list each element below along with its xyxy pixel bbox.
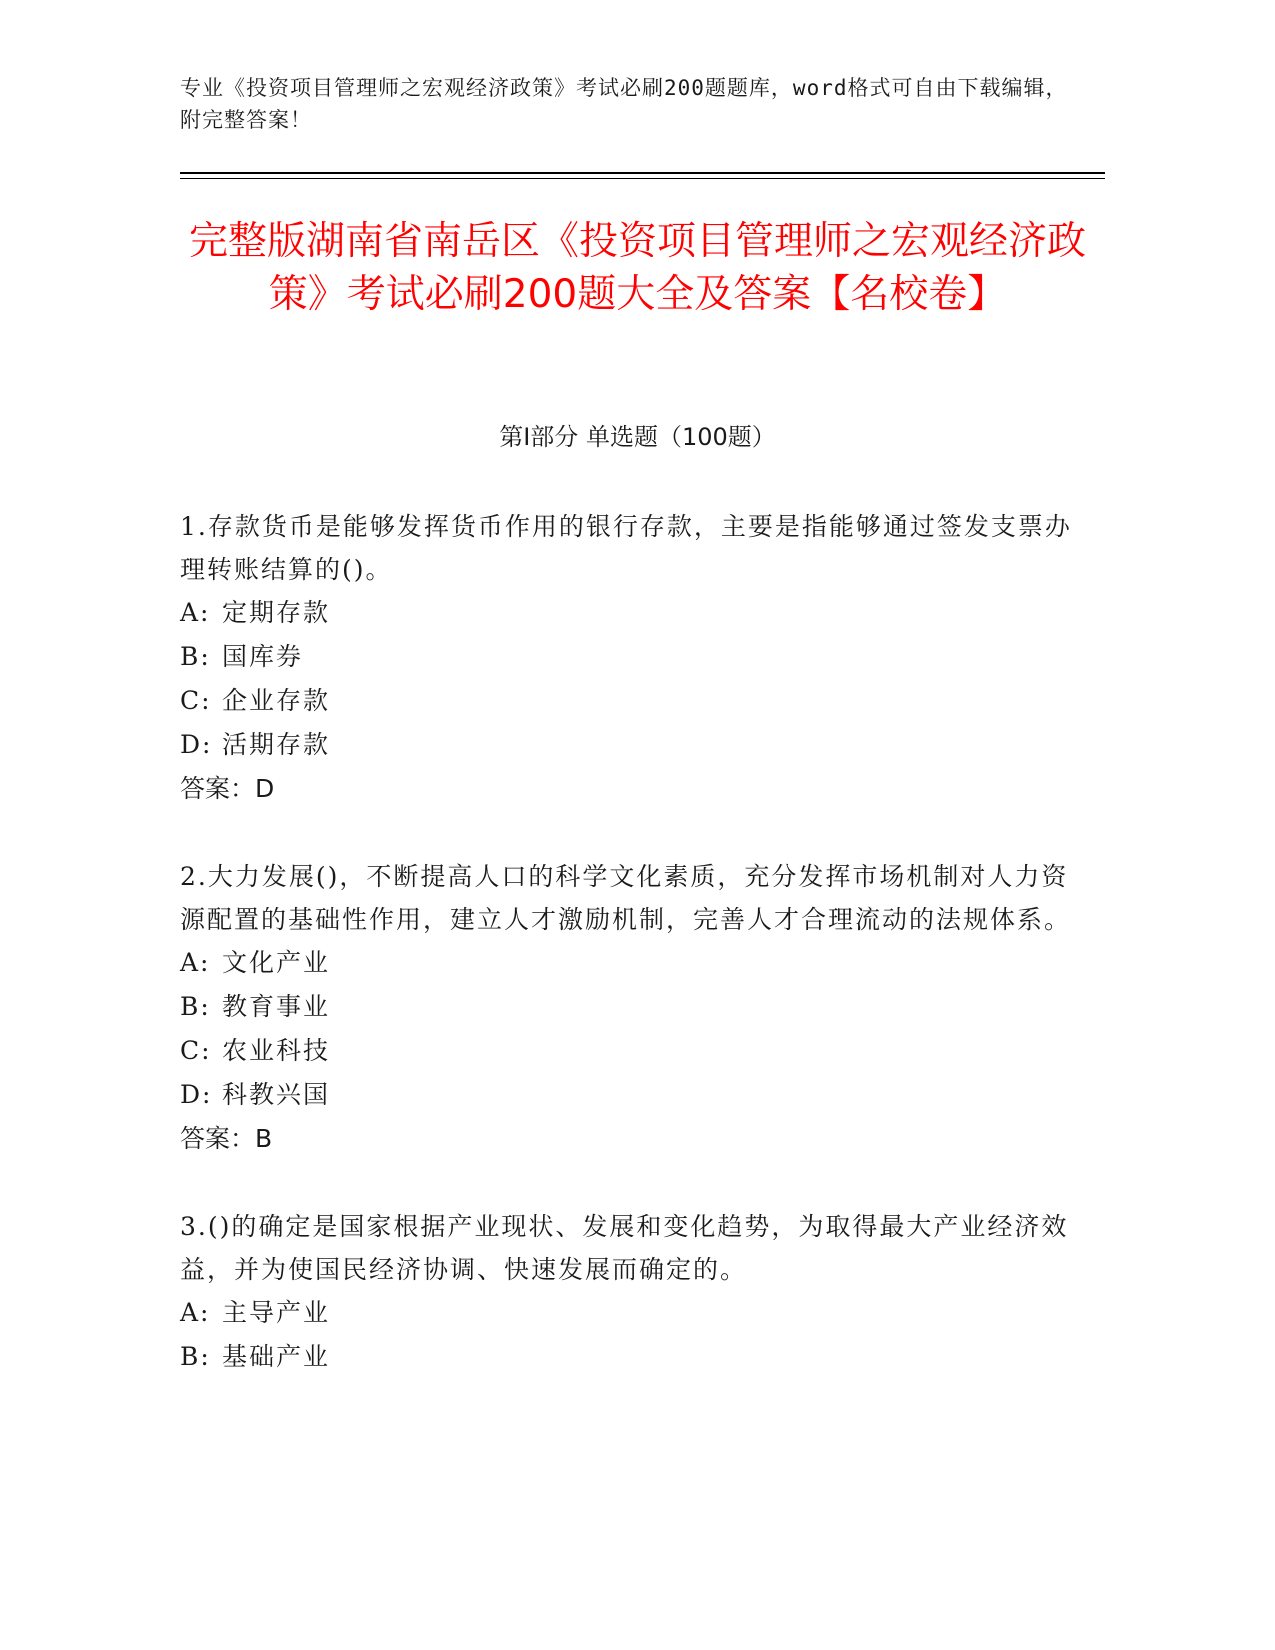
option-text: 企业存款 [222, 686, 331, 715]
option-a [180, 591, 1095, 635]
option-text: 文化产业 [222, 948, 331, 977]
option-label: A: [180, 598, 211, 627]
question-text: 3.()的确定是国家根据产业现状、发展和变化趋势，为取得最大产业经济效益，并为使国民经济协调、快速发展而确定的。 [180, 1212, 1069, 1284]
answer: 答案：B [180, 1124, 273, 1153]
option-a [180, 941, 1095, 985]
option-b [180, 985, 1095, 1029]
option-label: A: [180, 1298, 211, 1327]
question-1 [180, 505, 1095, 811]
document-title: 完整版湖南省南岳区《投资项目管理师之宏观经济政策》考试必刷200题大全及答案【名校卷】 [188, 219, 1086, 317]
option-label: B: [180, 1342, 211, 1371]
option-label: C: [180, 686, 212, 715]
option-c [180, 1029, 1095, 1073]
option-text: 教育事业 [222, 992, 331, 1021]
option-label: C: [180, 1036, 212, 1065]
question-list [180, 505, 1095, 1423]
option-label: D: [180, 1080, 213, 1109]
option-text: 定期存款 [222, 598, 331, 627]
option-a [180, 1291, 1095, 1335]
option-label: A: [180, 948, 211, 977]
option-label: B: [180, 642, 211, 671]
section-title: 第Ⅰ部分 单选题（100题） [499, 423, 776, 451]
option-d [180, 723, 1095, 767]
option-text: 活期存款 [222, 730, 331, 759]
question-3 [180, 1205, 1095, 1379]
option-text: 主导产业 [222, 1298, 331, 1327]
option-text: 农业科技 [222, 1036, 331, 1065]
header-note: 专业《投资项目管理师之宏观经济政策》考试必刷200题题库，word格式可自由下载编辑，附完整答案！ [180, 76, 1068, 132]
question-text: 1.存款货币是能够发挥货币作用的银行存款，主要是指能够通过签发支票办理转账结算的()。 [180, 512, 1072, 584]
option-label: B: [180, 992, 211, 1021]
option-text: 科教兴国 [222, 1080, 331, 1109]
answer: 答案：D [180, 774, 275, 803]
option-text: 基础产业 [222, 1342, 331, 1371]
option-text: 国库券 [222, 642, 304, 671]
question-text: 2.大力发展()，不断提高人口的科学文化素质，充分发挥市场机制对人力资源配置的基础性作用，建立人才激励机制，完善人才合理流动的法规体系。 [180, 862, 1072, 934]
option-c [180, 679, 1095, 723]
option-b [180, 635, 1095, 679]
option-d [180, 1073, 1095, 1117]
option-label: D: [180, 730, 213, 759]
question-2 [180, 855, 1095, 1161]
option-b [180, 1335, 1095, 1379]
header-rule-thin [180, 178, 1105, 179]
header-rule-thick [180, 172, 1105, 174]
